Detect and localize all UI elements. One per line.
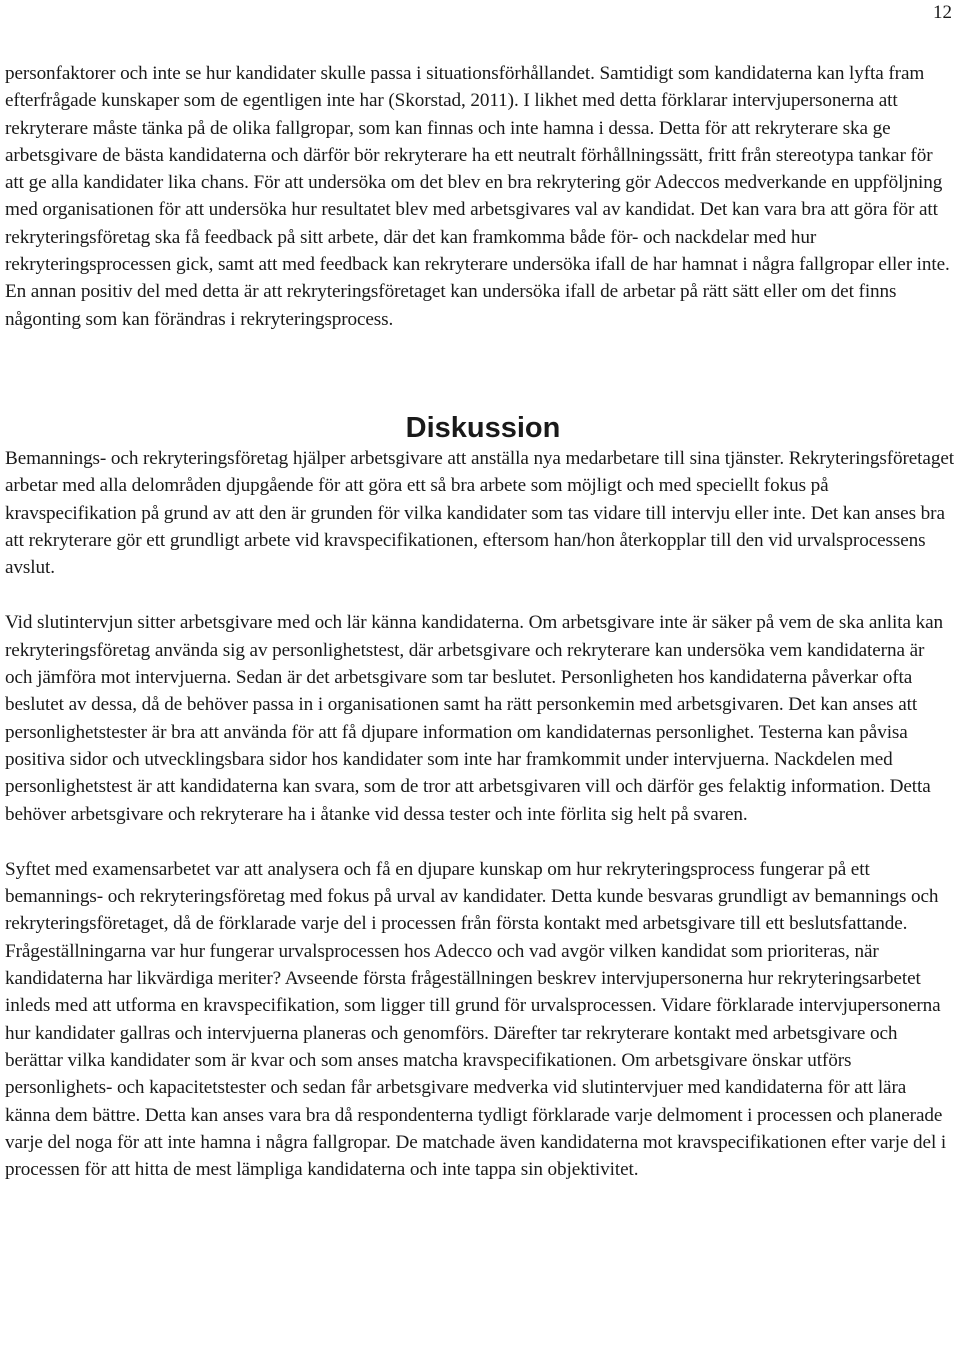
page-content <box>5 60 955 1183</box>
section-heading: Diskussion <box>405 411 561 444</box>
paragraph-discussion-1: Bemannings- och rekryteringsföretag hjälper arbetsgivare att anställa nya medarbetare till sina tjänster. Rekryteringsföretaget arbetar med alla delområden djupgående för att göra ett så bra arbete som möjligt och med speciellt fokus på kravspecifikation på grund av att den är grunden för vilka kandidater som tas vidare till intervju eller inte. Det kan anses bra att rekryterare gör ett grundligt arbete vid kravspecifikationen, eftersom han/hon återkopplar till den vid urvalsprocessens avslut. <box>5 447 954 579</box>
paragraph-intro: personfaktorer och inte se hur kandidater skulle passa i situationsförhållandet. Samtidigt som kandidaterna kan lyfta fram efterfrågade kunskaper som de egentligen inte har (Skorstad, 2011). I likhet med detta förklarar intervjupersonerna att rekryterare måste tänka på de olika fallgropar, som kan finnas och inte hamna i dessa. Detta för att rekryterare ska ge arbetsgivare de bästa kandidaterna och därför bör rekryterare ha ett neutralt förhållningssätt, fritt från stereotypa tankar för att ge alla kandidater lika chans. För att undersöka om det blev en bra rekrytering gör Adeccos medverkande en uppföljning med organisationen för att undersöka hur resultatet blev med arbetsgivares val av kandidat. Det kan vara bra att göra för att rekryteringsföretag ska få feedback på sitt arbete, där det kan framkomma både för- och nackdelar med hur rekryteringsprocessen gick, samt att med feedback kan rekryterare undersöka ifall de har hamnat i några fallgropar eller inte. En annan positiv del med detta är att rekryteringsföretaget kan undersöka ifall de arbetar på rätt sätt eller om det finns någonting som kan förändras i rekryteringsprocess. <box>5 63 950 330</box>
paragraph-discussion-2: Vid slutintervjun sitter arbetsgivare med och lär känna kandidaterna. Om arbetsgivare inte är säker på vem de ska anlita kan rekryteringsföretag använda sig av personlighetstest, där arbetsgivare och rekryterare kan undersöka vem kandidaterna är och jämföra mot intervjuerna. Sedan är det arbetsgivare som tar beslutet. Personligheten hos kandidaterna påverkar ofta beslutet av dessa, då de behöver passa in i organisationen samt ha rätt personkemin med arbetsgivaren. Det kan anses att personlighetstester är bra att använda för att få djupare information om kandidaternas personlighet. Testerna kan påvisa positiva sidor och utvecklingsbara sidor hos kandidater som inte har framkommit under intervjuerna. Nackdelen med personlighetstest är att kandidaterna kan svara, som de tror att arbetsgivaren vill och därför ges felaktig information. Detta behöver arbetsgivare och rekryterare ha i åtanke vid dessa tester och inte förlita sig helt på svaren. <box>5 612 944 825</box>
paragraph-discussion-3: Syftet med examensarbetet var att analysera och få en djupare kunskap om hur rekryteringsprocess fungerar på ett bemannings- och rekryteringsföretag med fokus på urval av kandidater. Detta kunde besvaras grundligt av bemannings och rekryteringsföretaget, då de förklarade varje del i processen från första kontakt med arbetsgivare till ett beslutsfattande. Frågeställningarna var hur fungerar urvalsprocessen hos Adecco och vad avgör vilken kandidat som prioriteras, när kandidaterna har likvärdiga meriter? Avseende första frågeställningen beskrev intervjupersonerna hur rekryteringsarbetet inleds med att utforma en kravspecifikation, som ligger till grund för urvalsprocessen. Vidare förklarade intervjupersonerna hur kandidater gallras och intervjuerna planeras och genomförs. Därefter tar rekryterare kontakt med arbetsgivare och berättar vilka kandidater som är kvar och som anses matcha kravspecifikationen. Om arbetsgivare önskar utförs personlighets- och kapacitetstester och sedan får arbetsgivare medverka vid slutintervjuer med kandidaterna för att lära känna dem bättre. Detta kan anses vara bra då respondenterna tydligt förklarade varje delmoment i processen och planerade varje del noga för att inte hamna i några fallgropar. De matchade även kandidaterna mot kravspecifikationen efter varje del i processen för att hitta de mest lämpliga kandidaterna och inte tappa sin objektivitet. <box>5 858 947 1181</box>
page-number: 12 <box>933 2 952 23</box>
